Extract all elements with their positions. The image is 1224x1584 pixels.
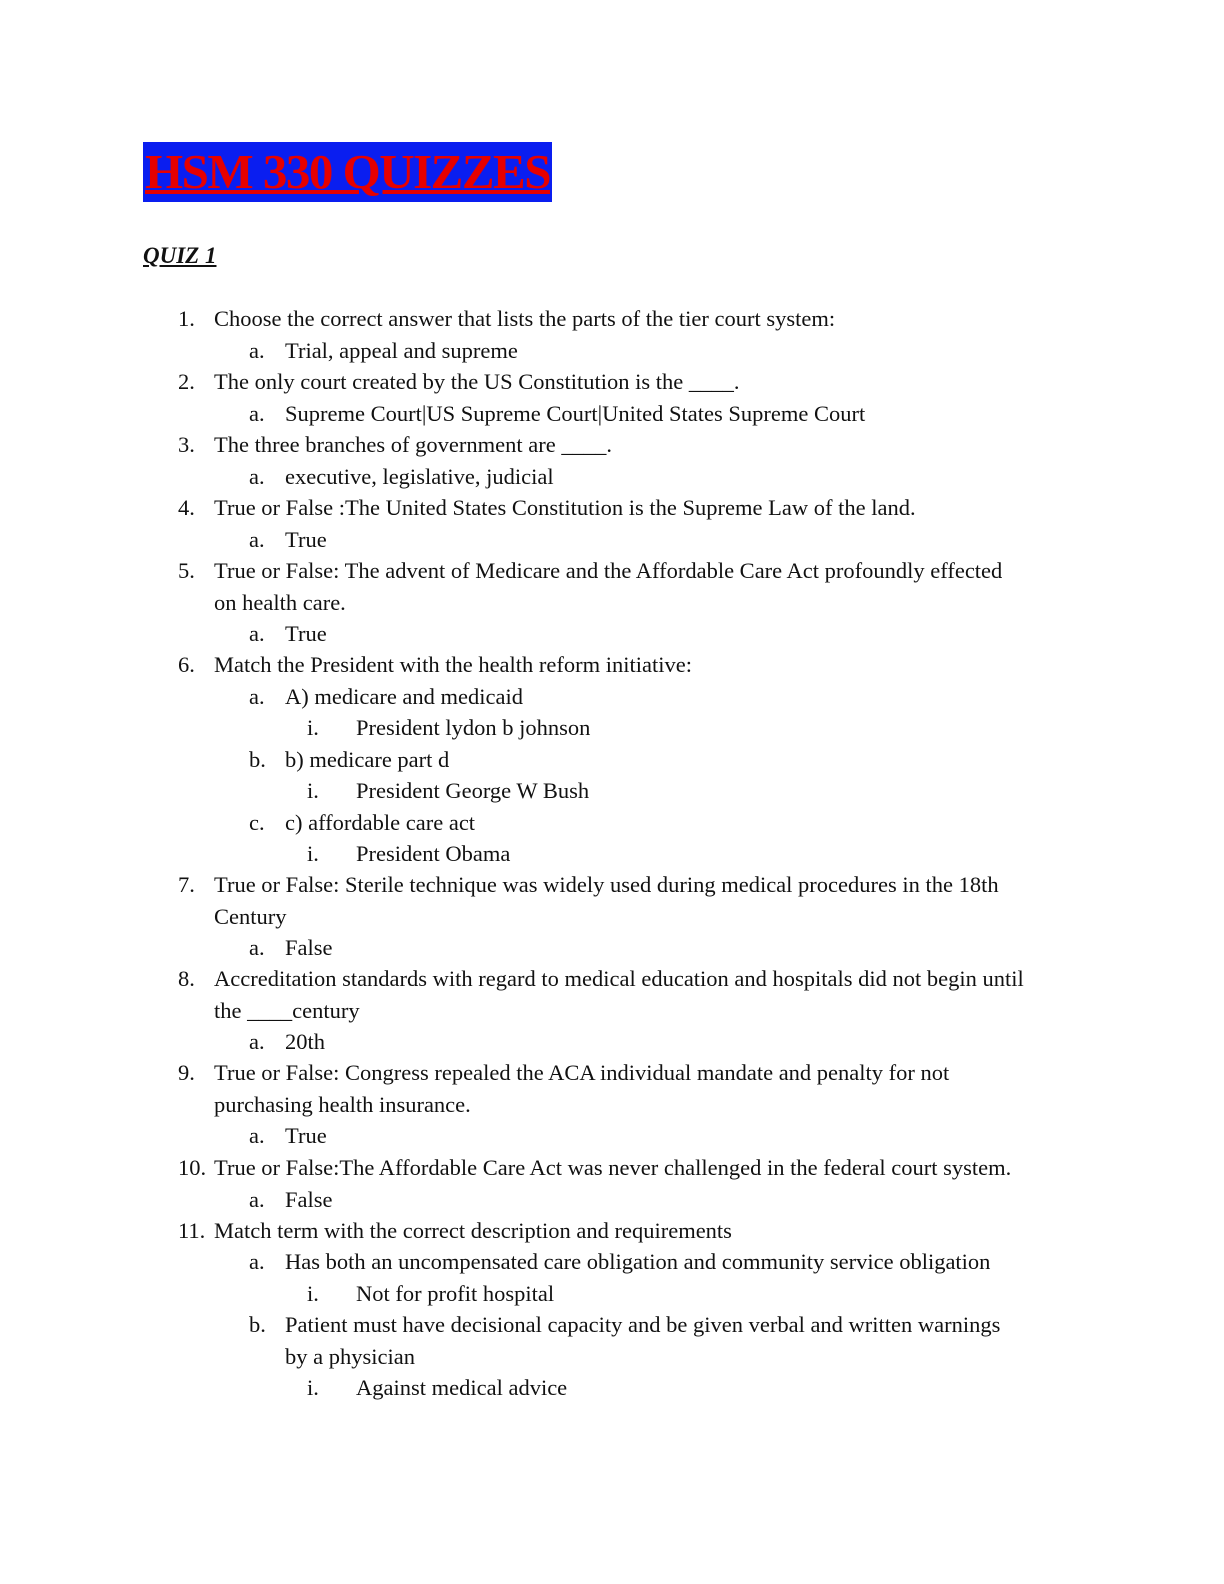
line-text: Supreme Court|US Supreme Court|United States Supreme Court [285,401,866,426]
list-marker: i. [307,1281,319,1306]
line-text: b) medicare part d [285,747,450,772]
line-text: True or False: The advent of Medicare and the Affordable Care Act profoundly effected [214,558,1003,583]
list-marker: b. [249,1312,266,1337]
list-marker: a. [249,684,265,709]
line-text: Has both an uncompensated care obligation and community service obligation [285,1249,991,1274]
line-text: False [285,935,333,960]
line-text: Accreditation standards with regard to medical education and hospitals did not begin until [214,966,1024,991]
line-text: President Obama [356,841,511,866]
list-marker: a. [249,1029,265,1054]
line-text: True or False:The Affordable Care Act was never challenged in the federal court system. [214,1155,1012,1180]
list-marker: 2. [178,369,195,394]
list-marker: i. [307,841,319,866]
list-marker: 7. [178,872,195,897]
line-text: The three branches of government are ____. [214,432,612,457]
line-text: True or False: Sterile technique was widely used during medical procedures in the 18th [214,872,999,897]
list-marker: i. [307,1375,319,1400]
list-marker: 3. [178,432,195,457]
line-text: Choose the correct answer that lists the parts of the tier court system: [214,306,836,331]
line-text: True [285,621,327,646]
line-text: Patient must have decisional capacity and be given verbal and written warnings [285,1312,1001,1337]
line-text: Match the President with the health reform initiative: [214,652,692,677]
line-text: the ____century [214,998,360,1023]
list-marker: a. [249,621,265,646]
list-marker: a. [249,1187,265,1212]
list-marker: 4. [178,495,195,520]
line-text: True [285,1123,327,1148]
line-text: President George W Bush [356,778,590,803]
list-marker: a. [249,1249,265,1274]
list-marker: b. [249,747,266,772]
line-text: purchasing health insurance. [214,1092,471,1117]
quiz-heading: QUIZ 1 [143,243,217,268]
line-text: False [285,1187,333,1212]
line-text: Century [214,904,287,929]
list-marker: c. [249,810,265,835]
line-text: True [285,527,327,552]
list-marker: i. [307,778,319,803]
list-marker: i. [307,715,319,740]
line-text: Not for profit hospital [356,1281,555,1306]
line-text: executive, legislative, judicial [285,464,554,489]
list-marker: a. [249,401,265,426]
list-marker: a. [249,464,265,489]
line-text: Against medical advice [356,1375,568,1400]
line-text: c) affordable care act [285,810,476,835]
list-marker: 1. [178,306,195,331]
line-text: by a physician [285,1344,415,1369]
list-marker: a. [249,1123,265,1148]
list-marker: a. [249,527,265,552]
document-title: HSM 330 QUIZZES [143,142,552,202]
line-text: Match term with the correct description and requirements [214,1218,732,1243]
list-marker: 6. [178,652,195,677]
list-marker: 5. [178,558,195,583]
line-text: The only court created by the US Constitution is the ____. [214,369,740,394]
line-text: President lydon b johnson [356,715,591,740]
list-marker: 8. [178,966,195,991]
list-marker: a. [249,935,265,960]
list-marker: 11. [178,1218,206,1243]
line-text: A) medicare and medicaid [285,684,524,709]
list-marker: a. [249,338,265,363]
list-marker: 9. [178,1060,195,1085]
line-text: on health care. [214,590,346,615]
line-text: True or False :The United States Constitution is the Supreme Law of the land. [214,495,916,520]
list-marker: 10. [178,1155,207,1180]
line-text: True or False: Congress repealed the ACA individual mandate and penalty for not [214,1060,950,1085]
line-text: 20th [285,1029,326,1054]
line-text: Trial, appeal and supreme [285,338,518,363]
